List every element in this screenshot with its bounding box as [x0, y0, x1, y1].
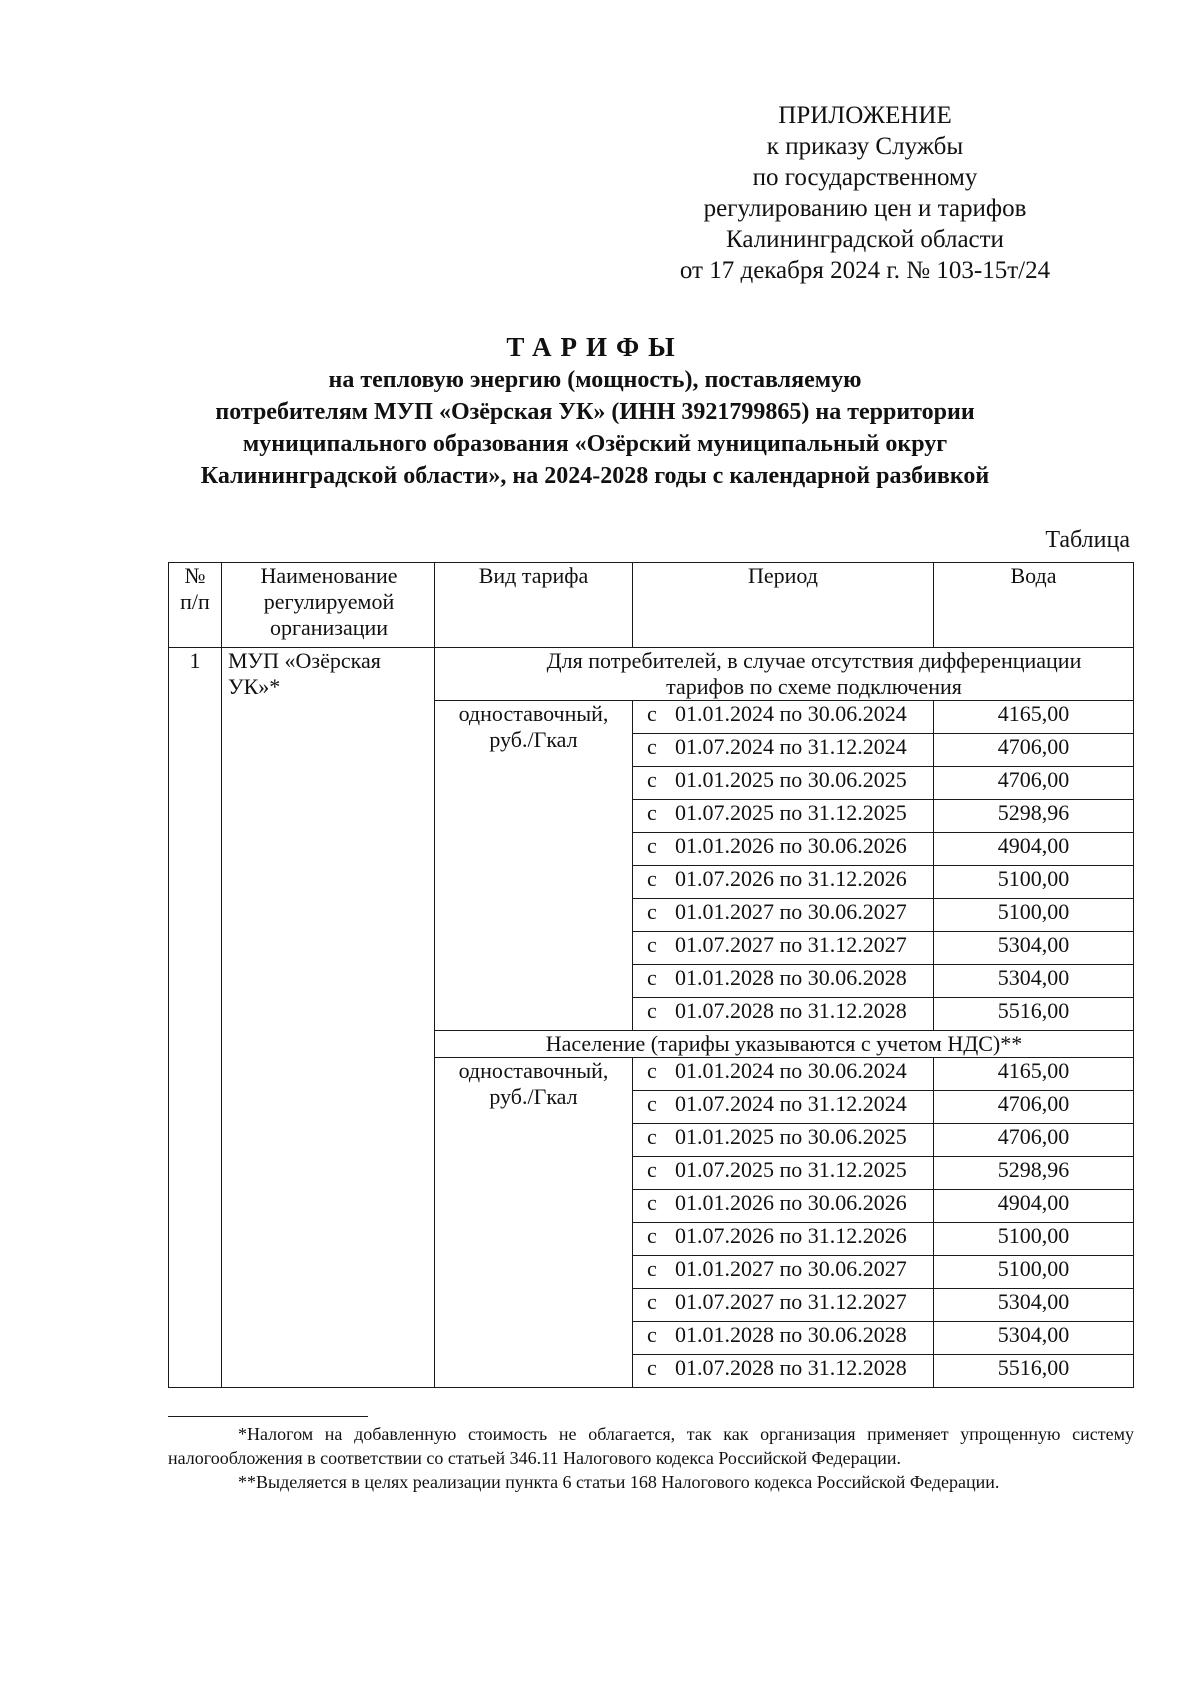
period-range: 01.01.2026 по 30.06.2026 [675, 833, 907, 858]
water-tariff-value: 4904,00 [934, 833, 1134, 866]
water-tariff-value: 4904,00 [934, 1190, 1134, 1223]
organization-name-cell: МУП «Озёрская УК»* [222, 648, 435, 1388]
period-range: 01.07.2028 по 31.12.2028 [675, 998, 907, 1023]
period-prefix: с [647, 734, 657, 759]
header-num: № п/п [169, 563, 222, 648]
footnote-1: *Налогом на добавленную стоимость не облагается, так как организация применяет упрощенную систему налогообложения в соответствии со статьей 346.11 Налогового кодекса Российской Федерации. [168, 1424, 1134, 1468]
water-tariff-value: 4706,00 [934, 1124, 1134, 1157]
period-cell [633, 1058, 934, 1091]
period-range: 01.07.2027 по 31.12.2027 [675, 1289, 907, 1314]
period-range: 01.07.2025 по 31.12.2025 [675, 1157, 907, 1182]
tariff-kind-cell: одноставочный, руб./Гкал [435, 701, 633, 1031]
water-tariff-value: 5298,96 [934, 800, 1134, 833]
document-title [130, 330, 1060, 492]
period-prefix: с [647, 1157, 657, 1182]
period-prefix: с [647, 701, 657, 726]
water-tariff-value: 4165,00 [934, 701, 1134, 734]
period-cell [633, 866, 934, 899]
appendix-block [640, 100, 1090, 286]
period-range: 01.01.2026 по 30.06.2026 [675, 1190, 907, 1215]
period-prefix: с [647, 899, 657, 924]
period-cell [633, 1355, 934, 1388]
period-cell [633, 1091, 934, 1124]
period-cell [633, 701, 934, 734]
period-cell [633, 932, 934, 965]
period-cell [633, 833, 934, 866]
period-prefix: с [647, 1223, 657, 1248]
period-prefix: с [647, 800, 657, 825]
period-cell [633, 734, 934, 767]
footnotes [168, 1422, 1134, 1494]
row-number-cell: 1 [169, 648, 222, 1388]
water-tariff-value: 5304,00 [934, 965, 1134, 998]
period-range: 01.07.2026 по 31.12.2026 [675, 1223, 907, 1248]
period-range: 01.07.2027 по 31.12.2027 [675, 932, 907, 957]
period-range: 01.07.2026 по 31.12.2026 [675, 866, 907, 891]
period-range: 01.01.2027 по 30.06.2027 [675, 1256, 907, 1281]
table-header-row [169, 563, 1134, 648]
table-caption: Таблица [1045, 527, 1130, 553]
appendix-line: к приказу Службы [766, 133, 964, 160]
period-cell [633, 1322, 934, 1355]
period-cell [633, 1124, 934, 1157]
water-tariff-value: 4706,00 [934, 734, 1134, 767]
title-line: Калининградской области», на 2024-2028 годы с календарной разбивкой [200, 463, 990, 489]
period-cell [633, 1157, 934, 1190]
header-period: Период [633, 563, 934, 648]
period-prefix: с [647, 1124, 657, 1149]
footnote-divider [168, 1416, 368, 1417]
period-range: 01.01.2027 по 30.06.2027 [675, 899, 907, 924]
appendix-line: регулированию цен и тарифов [703, 195, 1027, 222]
period-range: 01.01.2025 по 30.06.2025 [675, 767, 907, 792]
header-org: Наименование регулируемой организации [222, 563, 435, 648]
period-cell [633, 899, 934, 932]
header-water: Вода [934, 563, 1134, 648]
period-range: 01.07.2024 по 31.12.2024 [675, 1091, 907, 1116]
period-prefix: с [647, 866, 657, 891]
water-tariff-value: 5100,00 [934, 866, 1134, 899]
tariffs-table [168, 562, 1134, 1388]
water-tariff-value: 5304,00 [934, 932, 1134, 965]
period-cell [633, 965, 934, 998]
period-cell [633, 1223, 934, 1256]
title-main: ТАРИФЫ [506, 332, 684, 362]
period-prefix: с [647, 932, 657, 957]
period-prefix: с [647, 1256, 657, 1281]
period-prefix: с [647, 998, 657, 1023]
section-title: Население (тарифы указываются с учетом НДС)** [435, 1031, 1134, 1058]
period-prefix: с [647, 1058, 657, 1083]
title-line: муниципального образования «Озёрский муниципальный округ [242, 431, 948, 457]
section-title: Для потребителей, в случае отсутствия дифференциации тарифов по схеме подключения [435, 648, 1134, 701]
title-line: на тепловую энергию (мощность), поставляемую [328, 367, 862, 393]
water-tariff-value: 5304,00 [934, 1322, 1134, 1355]
water-tariff-value: 5516,00 [934, 1355, 1134, 1388]
water-tariff-value: 4706,00 [934, 767, 1134, 800]
period-range: 01.01.2024 по 30.06.2024 [675, 1058, 907, 1083]
water-tariff-value: 5304,00 [934, 1289, 1134, 1322]
water-tariff-value: 5298,96 [934, 1157, 1134, 1190]
period-prefix: с [647, 1190, 657, 1215]
period-cell [633, 800, 934, 833]
period-prefix: с [647, 833, 657, 858]
period-cell [633, 998, 934, 1031]
water-tariff-value: 5516,00 [934, 998, 1134, 1031]
title-line: потребителям МУП «Озёрская УК» (ИНН 3921799865) на территории [215, 399, 975, 425]
period-range: 01.01.2028 по 30.06.2028 [675, 1322, 907, 1347]
period-range: 01.01.2028 по 30.06.2028 [675, 965, 907, 990]
water-tariff-value: 4165,00 [934, 1058, 1134, 1091]
water-tariff-value: 5100,00 [934, 1223, 1134, 1256]
appendix-line: по государственному [752, 164, 978, 191]
tariff-kind-cell: одноставочный, руб./Гкал [435, 1058, 633, 1388]
appendix-line: Калининградской области [726, 226, 1004, 253]
period-range: 01.07.2025 по 31.12.2025 [675, 800, 907, 825]
period-prefix: с [647, 767, 657, 792]
period-cell [633, 1190, 934, 1223]
water-tariff-value: 5100,00 [934, 899, 1134, 932]
period-range: 01.07.2024 по 31.12.2024 [675, 734, 907, 759]
period-cell [633, 767, 934, 800]
period-prefix: с [647, 1322, 657, 1347]
period-prefix: с [647, 1355, 657, 1380]
appendix-line: ПРИЛОЖЕНИЕ [778, 102, 952, 129]
period-cell [633, 1289, 934, 1322]
section-title-row [169, 648, 1134, 701]
period-range: 01.07.2028 по 31.12.2028 [675, 1355, 907, 1380]
period-range: 01.01.2024 по 30.06.2024 [675, 701, 907, 726]
appendix-order-line: от 17 декабря 2024 г. № 103-15т/24 [679, 257, 1051, 284]
footnote-2: **Выделяется в целях реализации пункта 6 статьи 168 Налогового кодекса Российской Федерации. [238, 1472, 1000, 1492]
period-range: 01.01.2025 по 30.06.2025 [675, 1124, 907, 1149]
header-kind: Вид тарифа [435, 563, 633, 648]
water-tariff-value: 4706,00 [934, 1091, 1134, 1124]
period-prefix: с [647, 1289, 657, 1314]
period-prefix: с [647, 965, 657, 990]
period-prefix: с [647, 1091, 657, 1116]
water-tariff-value: 5100,00 [934, 1256, 1134, 1289]
period-cell [633, 1256, 934, 1289]
